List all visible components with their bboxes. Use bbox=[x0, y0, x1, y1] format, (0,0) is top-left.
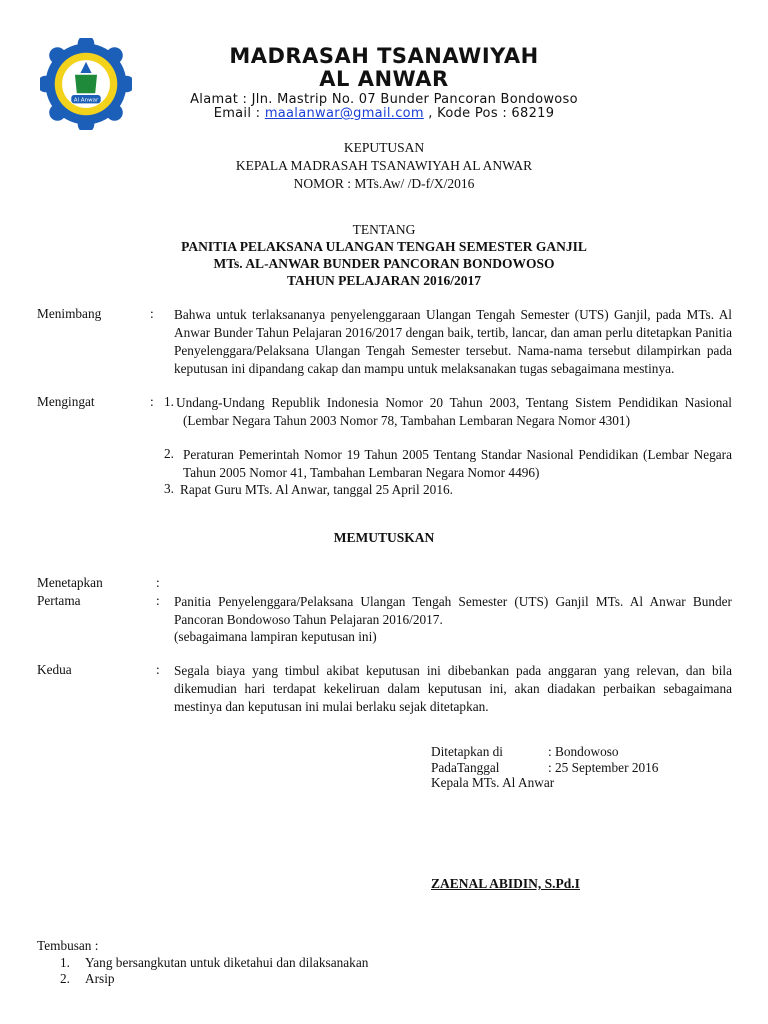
postal-code: , Kode Pos : 68219 bbox=[423, 106, 555, 121]
school-address: Alamat : Jln. Mastrip No. 07 Bunder Pancoran Bondowoso bbox=[190, 92, 578, 107]
mengingat-item-number: 3. bbox=[164, 481, 174, 496]
email-link[interactable]: maalanwar@gmail.com bbox=[264, 106, 424, 121]
mengingat-colon: : bbox=[150, 394, 154, 409]
mengingat-label: Mengingat bbox=[37, 394, 95, 409]
sign-date-label: PadaTanggal bbox=[431, 760, 500, 775]
doc-tentang: TENTANG bbox=[352, 222, 416, 237]
doc-subject-line1: PANITIA PELAKSANA ULANGAN TENGAH SEMESTER GANJIL bbox=[181, 239, 587, 254]
school-name-line2: AL ANWAR bbox=[319, 67, 449, 91]
doc-subject-line3: TAHUN PELAJARAN 2016/2017 bbox=[286, 273, 481, 288]
tembusan-item-text: Arsip bbox=[85, 971, 115, 986]
menimbang-text: Bahwa untuk terlaksananya penyelenggaraan Ulangan Tengah Semester (UTS) Ganjil, pada MTs. Al Anwar Bunder Tahun Pelajaran 2016/2017 dengan baik, tertib, lancar, dan aman perlu ditetapkan Panitia Penyelenggara/Pelaksana Ulangan Tengah Semester tersebut. Nama-nama tersebut dilampirkan pada keputusan ini dipandang cakap dan mampu untuk melaksanakan tugas sebagaimana mestinya. bbox=[174, 307, 732, 376]
email-prefix: Email : bbox=[213, 106, 265, 121]
sign-date-value: : 25 September 2016 bbox=[548, 760, 659, 775]
sign-place-value: : Bondowoso bbox=[548, 744, 619, 759]
mengingat-item-text: Peraturan Pemerintah Nomor 19 Tahun 2005 Tentang Standar Nasional Pendidikan (Lembar Negara Tahun 2005 Nomor 41, Tambahan Lembaran Negara Nomor 4496) bbox=[183, 447, 732, 480]
doc-subject-line2: MTs. AL-ANWAR BUNDER PANCORAN BONDOWOSO bbox=[213, 256, 555, 271]
doc-number: NOMOR : MTs.Aw/ /D-f/X/2016 bbox=[293, 176, 475, 191]
menetapkan-label: Menetapkan bbox=[37, 575, 103, 590]
memutuskan-heading: MEMUTUSKAN bbox=[333, 530, 435, 545]
tembusan-label: Tembusan : bbox=[37, 938, 99, 953]
menetapkan-colon: : bbox=[156, 575, 160, 590]
tembusan-item-text: Yang bersangkutan untuk diketahui dan dilaksanakan bbox=[85, 955, 369, 970]
kedua-label: Kedua bbox=[37, 662, 72, 677]
mengingat-item-text: Undang-Undang Republik Indonesia Nomor 20 Tahun 2003, Tentang Sistem Pendidikan Nasional (Lembar Negara Tahun 2003 Nomor 78, Tambahan Lembaran Negara Nomor 4301) bbox=[176, 395, 732, 428]
pertama-note: (sebagaimana lampiran keputusan ini) bbox=[174, 629, 377, 644]
menimbang-colon: : bbox=[150, 306, 154, 321]
doc-title-keputusan: KEPUTUSAN bbox=[343, 140, 425, 155]
mengingat-item-number: 2. bbox=[164, 446, 174, 461]
signatory-name: ZAENAL ABIDIN, S.Pd.I bbox=[431, 876, 580, 891]
school-name-line1: MADRASAH TSANAWIYAH bbox=[229, 44, 539, 68]
menimbang-label: Menimbang bbox=[37, 306, 102, 321]
mengingat-item bbox=[176, 394, 732, 430]
mengingat-item-number: 1. bbox=[164, 394, 174, 409]
doc-title-kepala: KEPALA MADRASAH TSANAWIYAH AL ANWAR bbox=[235, 158, 533, 173]
mengingat-item-text: Rapat Guru MTs. Al Anwar, tanggal 25 April 2016. bbox=[180, 482, 453, 497]
school-contact bbox=[0, 106, 768, 121]
tembusan-item-number: 2. bbox=[60, 971, 70, 986]
kedua-colon: : bbox=[156, 662, 160, 677]
sign-position: Kepala MTs. Al Anwar bbox=[431, 775, 555, 790]
pertama-text: Panitia Penyelenggara/Pelaksana Ulangan Tengah Semester (UTS) Ganjil MTs. Al Anwar Bunder Pancoran Bondowoso Tahun Pelajaran 2016/2017. bbox=[174, 594, 732, 627]
tembusan-item-number: 1. bbox=[60, 955, 70, 970]
kedua-text: Segala biaya yang timbul akibat keputusan ini dibebankan pada anggaran yang relevan, dan bila dikemudian hari terdapat kekeliruan dalam keputusan ini, akan diadakan perbaikan sebagaimana mestinya dan keputusan ini mulai berlaku sejak ditetapkan. bbox=[174, 663, 732, 714]
logo-banner-text: Al Anwar bbox=[73, 97, 99, 104]
sign-place-label: Ditetapkan di bbox=[431, 744, 504, 759]
pertama-label: Pertama bbox=[37, 593, 81, 608]
pertama-colon: : bbox=[156, 593, 160, 608]
